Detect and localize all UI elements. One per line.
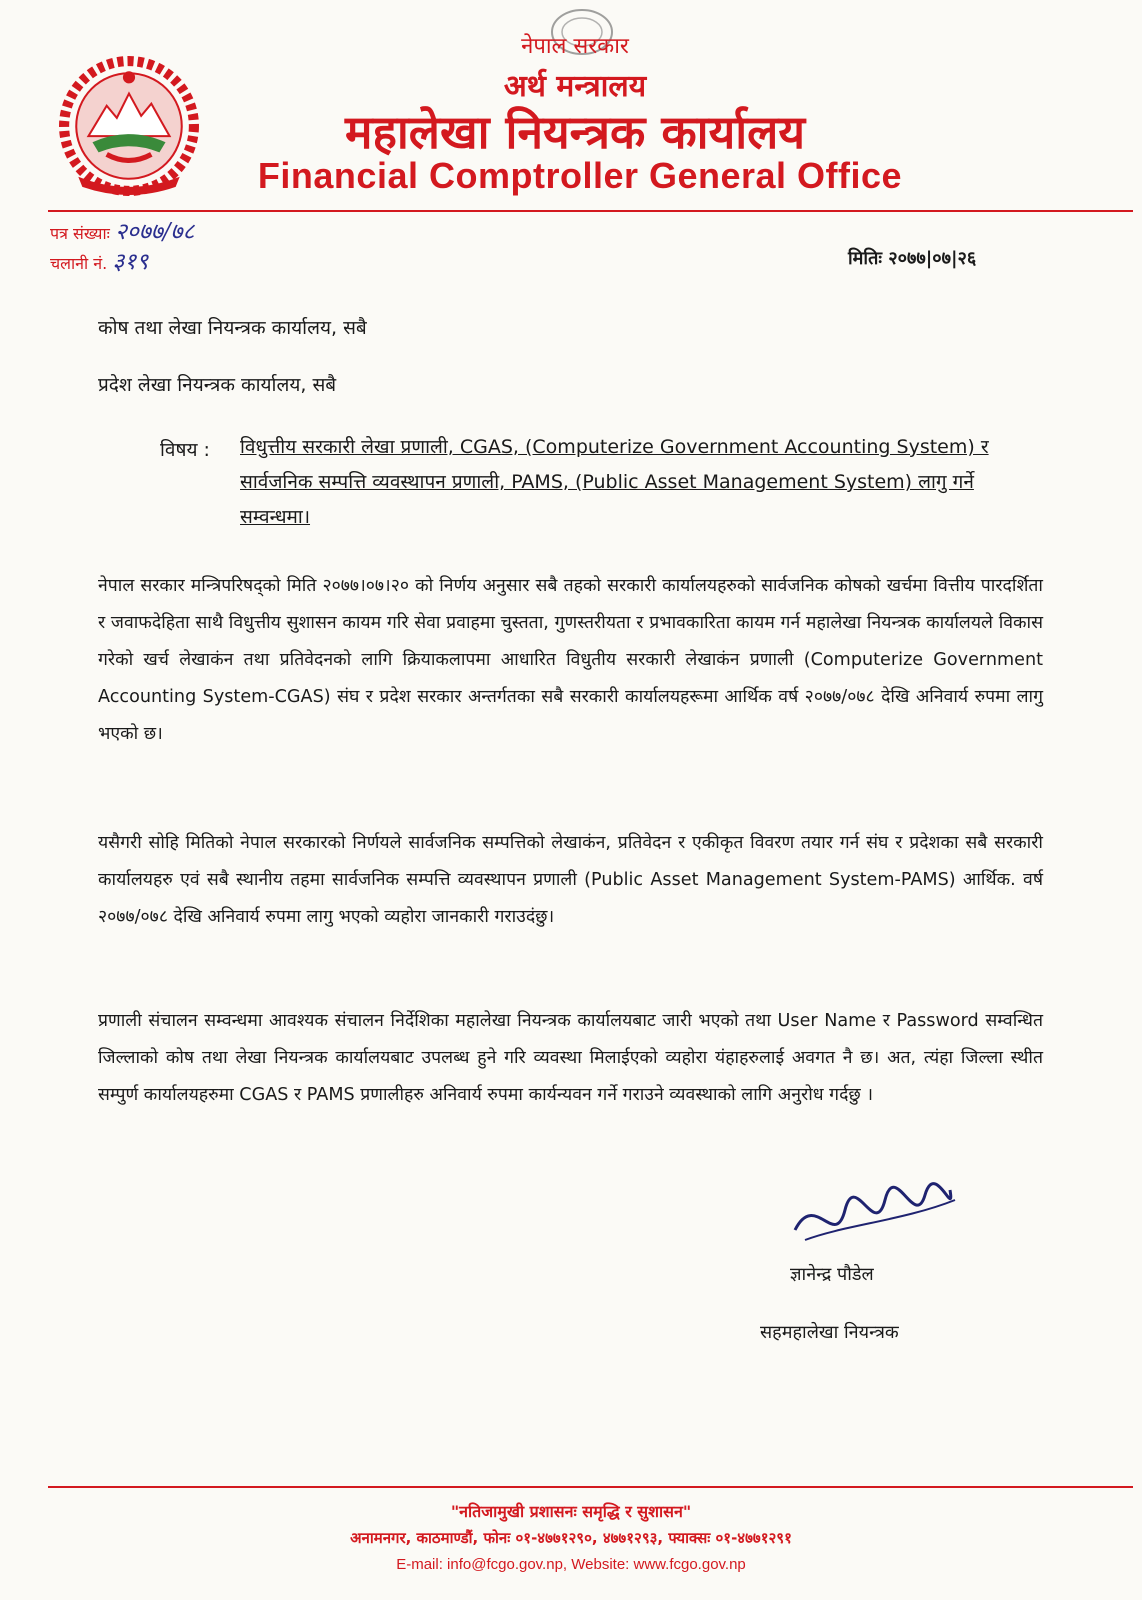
body-paragraph-3: प्रणाली संचालन सम्वन्धमा आवश्यक संचालन निर्देशिका महालेखा नियन्त्रक कार्यालयबाट जारी भएको तथा User Name र Password सम्वन्धित जिल्लाको कोष तथा लेखा नियन्त्रक कार्यालयबाट उपलब्ध हुने गरि व्यवस्था मिलाईएको व्यहोरा यंहाहरुलाई अवगत नै छ। अत, त्यंहा जिल्ला स्थीत सम्पुर्ण कार्यालयहरुमा CGAS र PAMS प्रणालीहरु अनिवार्य रुपमा कार्यन्यवन गर्ने गराउने व्यवस्थाको लागि अनुरोध गर्दछु ।	[98, 1011, 1043, 1105]
footer-divider	[48, 1486, 1133, 1488]
nepal-emblem-icon	[58, 55, 200, 197]
letter-number	[50, 214, 194, 246]
subject-text: विधुत्तीय सरकारी लेखा प्रणाली, CGAS, (Computerize Government Accounting System) र सार्वजनिक सम्पत्ति व्यवस्थापन प्रणाली, PAMS, (Public Asset Management System) लागु गर्ने सम्वन्धमा।	[240, 436, 989, 528]
dispatch-number	[50, 244, 148, 276]
dispatch-number-label: चलानी नं.	[50, 254, 108, 273]
footer-motto: "नतिजामुखी प्रशासनः समृद्धि र सुशासन"	[450, 1502, 692, 1521]
subject-label: विषय :	[160, 439, 210, 461]
handwritten-signature-icon	[785, 1170, 965, 1260]
letter-number-value: २०७७/७८	[114, 219, 195, 245]
header-office-nepali: महालेखा नियन्त्रक कार्यालय	[344, 105, 806, 159]
letter-number-label: पत्र संख्याः	[50, 224, 110, 243]
header-divider	[48, 210, 1133, 212]
signatory-name: ज्ञानेन्द्र पौडेल	[790, 1264, 874, 1285]
addressee-2: प्रदेश लेखा नियन्त्रक कार्यालय, सबै	[98, 374, 337, 396]
signatory-designation: सहमहालेखा नियन्त्रक	[760, 1322, 899, 1343]
dispatch-number-value: ३१९	[112, 249, 149, 275]
header-government: नेपाल सरकार	[521, 34, 629, 59]
addressee-1: कोष तथा लेखा नियन्त्रक कार्यालय, सबै	[98, 317, 367, 339]
body-paragraph-1: नेपाल सरकार मन्त्रिपरिषद्को मिति २०७७।०७।२० को निर्णय अनुसार सबै तहको सरकारी कार्यालयहरुको सार्वजनिक कोषको खर्चमा वित्तीय पारदर्शिता र जवाफदेहिता साथै विधुत्तीय सुशासन कायम गरि सेवा प्रवाहमा चुस्तता, गुणस्तरीयता र प्रभावकारिता कायम गर्न महालेखा नियन्त्रक कार्यालयले विकास गरेको खर्च लेखाकंन तथा प्रतिवेदनको लागि क्रियाकलापमा आधारित विधुतीय सरकारी लेखाकंन प्रणाली (Computerize Government Accounting System-CGAS) संघ र प्रदेश सरकार अन्तर्गतका सबै सरकारी कार्यालयहरूमा आर्थिक वर्ष २०७७/०७८ देखि अनिवार्य रुपमा लागु भएको छ।	[98, 576, 1043, 744]
header-office-english: Financial Comptroller General Office	[257, 155, 903, 196]
body-paragraph-2: यसैगरी सोहि मितिको नेपाल सरकारको निर्णयले सार्वजनिक सम्पत्तिको लेखाकंन, प्रतिवेदन र एकीकृत विवरण तयार गर्न संघ र प्रदेशका सबै सरकारी कार्यालयहरु एवं सबै स्थानीय तहमा सार्वजनिक सम्पत्ति व्यवस्थापन प्रणाली (Public Asset Management System-PAMS) आर्थिक. वर्ष २०७७/०७८ देखि अनिवार्य रुपमा लागु भएको व्यहोरा जानकारी गराउदंछु।	[98, 833, 1043, 927]
letter-date: मितिः २०७७|०७|२६	[848, 248, 977, 269]
header-ministry: अर्थ मन्त्रालय	[503, 69, 647, 104]
footer-contact: अनामनगर, काठमाण्डौं, फोनः ०१-४७७१२९०, ४७७१२९३, फ्याक्सः ०१-४७७१२९१	[350, 1529, 792, 1547]
footer-email-website: E-mail: info@fcgo.gov.np, Website: www.fcgo.gov.np	[396, 1556, 746, 1573]
